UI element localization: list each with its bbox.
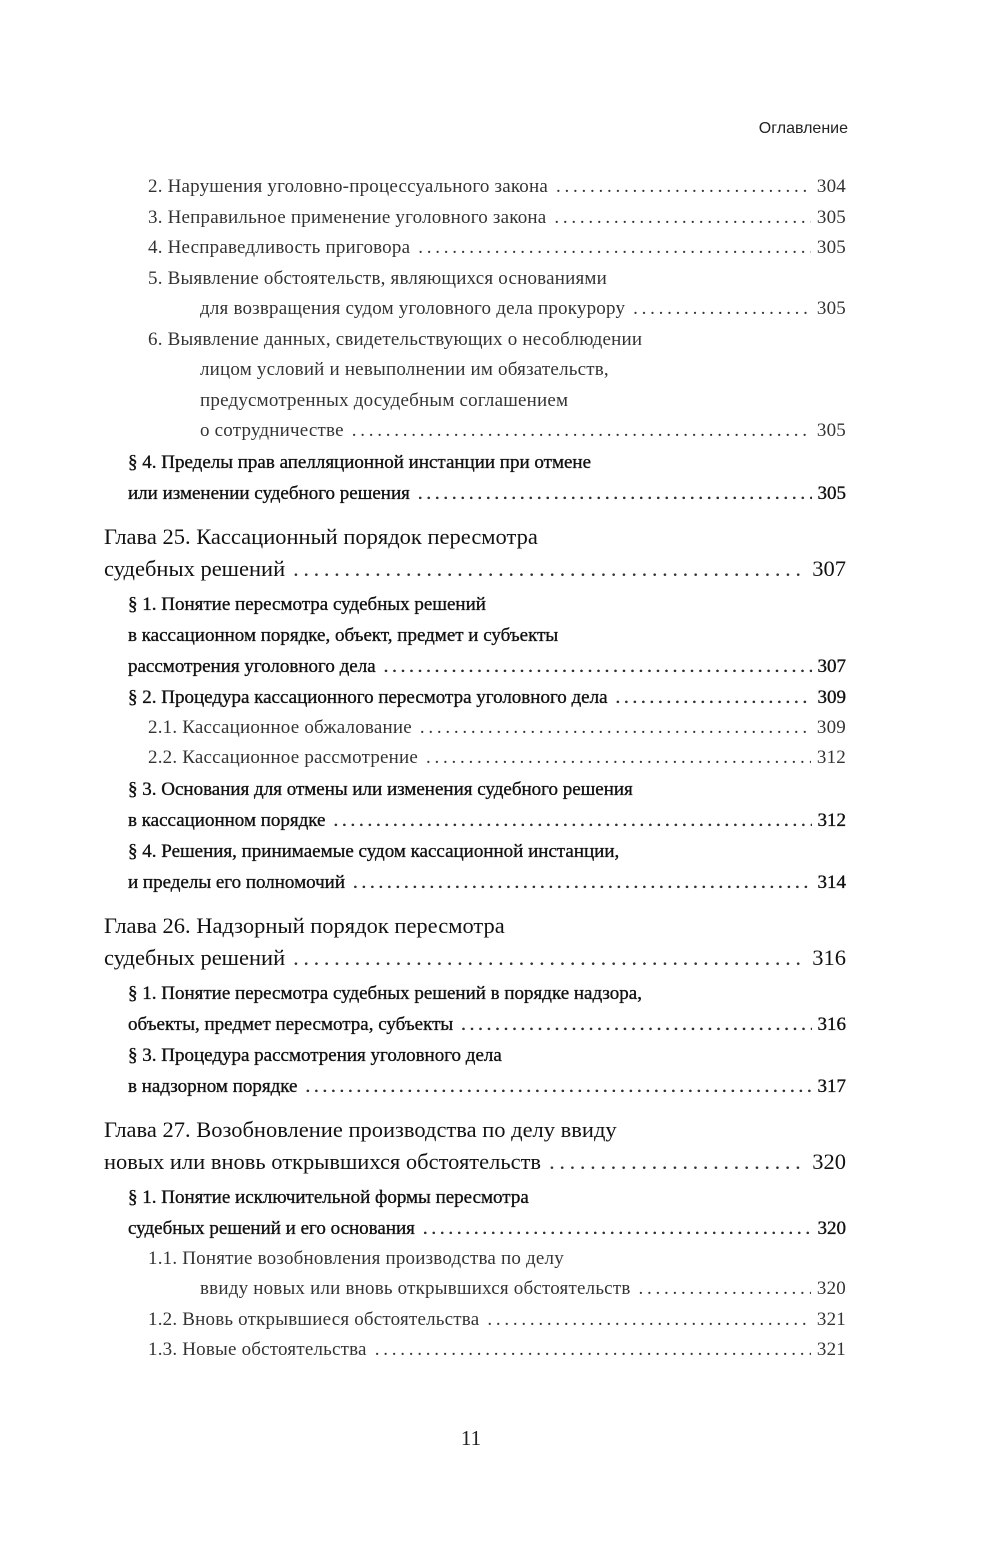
toc-line [104, 651, 846, 682]
toc-line [104, 1009, 846, 1040]
dot-leader [487, 1305, 811, 1336]
toc-page-number: 309 [817, 686, 846, 708]
toc-entry [104, 589, 846, 682]
toc-page-number: 307 [817, 655, 846, 677]
toc-page-number: 314 [817, 871, 846, 893]
toc-line [104, 386, 846, 417]
toc-page-number: 320 [817, 1217, 846, 1239]
toc-entry-title: Глава 27. Возобновление производства по делу ввиду [104, 1116, 617, 1142]
toc-page-number: 316 [817, 1013, 846, 1035]
toc-page-number: 316 [812, 944, 846, 970]
dot-leader [633, 294, 811, 325]
toc-line [104, 1213, 846, 1244]
dot-leader [293, 942, 806, 974]
dot-leader [418, 478, 812, 509]
dot-leader [461, 1009, 811, 1040]
toc-line [104, 805, 846, 836]
toc-line [104, 1071, 846, 1102]
toc-entry-title: 2.1. Кассационное обжалование [148, 716, 412, 738]
toc-entry-title: § 1. Понятие исключительной формы пересмотра [128, 1186, 529, 1208]
toc-entry [104, 910, 846, 974]
toc-entry [104, 172, 846, 203]
toc-entry [104, 774, 846, 836]
running-header: Оглавление [758, 120, 848, 137]
toc-page-number: 309 [816, 716, 846, 738]
dot-leader [375, 1335, 811, 1366]
toc-page-number: 305 [817, 482, 846, 504]
toc-line [104, 416, 846, 447]
toc-page-number: 321 [816, 1339, 846, 1360]
toc-line [104, 294, 846, 325]
toc-entry [104, 447, 846, 509]
toc-entry [104, 1182, 846, 1244]
dot-leader [293, 553, 806, 585]
toc-entry-title: судебных решений [104, 555, 286, 581]
toc-entry-title: Глава 26. Надзорный порядок пересмотра [104, 912, 505, 938]
toc-entry-title: 5. Выявление обстоятельств, являющихся основаниями [148, 267, 607, 289]
toc-line [104, 836, 846, 867]
toc-entry-title: 1.3. Новые обстоятельства [148, 1339, 367, 1360]
toc-line [104, 1040, 846, 1071]
toc-page-number: 320 [812, 1148, 846, 1174]
toc-entry [104, 978, 846, 1040]
toc-entry-title: 6. Выявление данных, свидетельствующих о несоблюдении [148, 328, 643, 350]
toc-page-number: 305 [816, 420, 846, 441]
dot-leader [639, 1274, 811, 1305]
toc-entry [104, 1305, 846, 1336]
toc-line [104, 978, 846, 1009]
toc-entry-title: § 1. Понятие пересмотра судебных решений в порядке надзора, [128, 982, 642, 1004]
toc-page-number: 307 [812, 555, 846, 581]
toc-entry-title: ввиду новых или вновь открывшихся обстоятельств [200, 1278, 631, 1299]
toc-line [104, 521, 846, 553]
toc-line [104, 1305, 846, 1336]
toc-entry [104, 203, 846, 234]
toc-entry-title: 1.2. Вновь открывшиеся обстоятельства [148, 1308, 480, 1330]
dot-leader [554, 203, 810, 234]
dot-leader [418, 233, 811, 264]
dot-leader [549, 1146, 806, 1178]
toc-entry-title: в кассационном порядке [128, 809, 326, 831]
toc-line [104, 1182, 846, 1213]
toc-entry-title: § 4. Пределы прав апелляционной инстанции при отмене [128, 451, 592, 473]
toc-entry [104, 1040, 846, 1102]
toc-entry-title: § 2. Процедура кассационного пересмотра уголовного дела [128, 686, 608, 708]
dot-leader [426, 743, 811, 774]
toc-page-number: 317 [817, 1075, 846, 1097]
toc-page-number: 312 [817, 809, 846, 831]
toc-entry-title: лицом условий и невыполнении им обязательств, [200, 359, 609, 380]
toc-entry-title: § 1. Понятие пересмотра судебных решений [128, 593, 486, 615]
toc-entry-title: новых или вновь открывшихся обстоятельств [104, 1148, 542, 1174]
dot-leader [333, 805, 811, 836]
toc-line [104, 682, 846, 713]
dot-leader [384, 651, 812, 682]
toc-entry-title: в надзорном порядке [128, 1075, 298, 1097]
toc-entry-title: судебных решений [104, 944, 286, 970]
toc-page-number: 305 [816, 206, 846, 228]
toc-page-number: 305 [816, 237, 846, 258]
toc-entry-title: объекты, предмет пересмотра, субъекты [128, 1013, 454, 1035]
dot-leader [616, 682, 812, 713]
toc-line [104, 867, 846, 898]
toc-line [104, 713, 846, 744]
dot-leader [305, 1071, 811, 1102]
toc-line [104, 1335, 846, 1366]
toc-entry-title: 4. Несправедливость приговора [148, 237, 411, 258]
toc-entry-title: или изменении судебного решения [128, 482, 410, 504]
toc-entry [104, 836, 846, 898]
dot-leader [353, 867, 812, 898]
toc-line [104, 1146, 846, 1178]
toc-entry [104, 1335, 846, 1366]
toc-entry-title: 3. Неправильное применение уголовного закона [148, 206, 547, 228]
toc-entry-title: судебных решений и его основания [128, 1217, 415, 1239]
toc-line [104, 1114, 846, 1146]
toc-entry [104, 682, 846, 713]
dot-leader [352, 416, 811, 447]
page-number: 11 [460, 1426, 482, 1450]
toc-entry-title: 1.1. Понятие возобновления производства по делу [148, 1247, 564, 1269]
toc-page-number: 320 [816, 1278, 846, 1299]
toc-page-number: 305 [816, 298, 846, 319]
toc-line [104, 620, 846, 651]
dot-leader [556, 172, 811, 203]
toc-entry [104, 1114, 846, 1178]
toc-line [104, 774, 846, 805]
toc-entry [104, 713, 846, 744]
toc-line [104, 1244, 846, 1275]
toc-page-number: 312 [816, 747, 846, 768]
toc-line [104, 910, 846, 942]
toc-line [104, 743, 846, 774]
toc-line [104, 1274, 846, 1305]
toc-line [104, 589, 846, 620]
toc-entry-title: для возвращения судом уголовного дела прокурору [200, 298, 626, 319]
toc-entry-title: 2. Нарушения уголовно-процессуального закона [148, 176, 549, 197]
toc-entry [104, 743, 846, 774]
dot-leader [420, 713, 811, 744]
table-of-contents [104, 172, 846, 1366]
dot-leader [423, 1213, 812, 1244]
toc-line [104, 447, 846, 478]
toc-entry [104, 521, 846, 585]
toc-entry-title: и пределы его полномочий [128, 871, 345, 893]
toc-entry [104, 264, 846, 325]
toc-entry-title: § 3. Процедура рассмотрения уголовного дела [128, 1044, 502, 1066]
toc-entry [104, 1244, 846, 1305]
toc-line [104, 233, 846, 264]
toc-line [104, 264, 846, 295]
toc-page-number: 321 [816, 1308, 846, 1330]
toc-line [104, 355, 846, 386]
toc-page-number: 304 [816, 176, 846, 197]
toc-line [104, 203, 846, 234]
toc-entry-title: в кассационном порядке, объект, предмет и субъекты [128, 624, 559, 646]
toc-line [104, 172, 846, 203]
toc-entry-title: предусмотренных досудебным соглашением [200, 389, 569, 411]
toc-line [104, 325, 846, 356]
toc-line [104, 478, 846, 509]
toc-entry [104, 325, 846, 447]
toc-entry-title: рассмотрения уголовного дела [128, 655, 376, 677]
toc-line [104, 942, 846, 974]
toc-entry-title: о сотрудничестве [200, 420, 344, 441]
toc-entry-title: 2.2. Кассационное рассмотрение [148, 747, 419, 768]
toc-entry [104, 233, 846, 264]
toc-line [104, 553, 846, 585]
toc-entry-title: Глава 25. Кассационный порядок пересмотра [104, 523, 538, 549]
toc-entry-title: § 4. Решения, принимаемые судом кассационной инстанции, [128, 840, 620, 862]
toc-entry-title: § 3. Основания для отмены или изменения судебного решения [128, 778, 633, 800]
